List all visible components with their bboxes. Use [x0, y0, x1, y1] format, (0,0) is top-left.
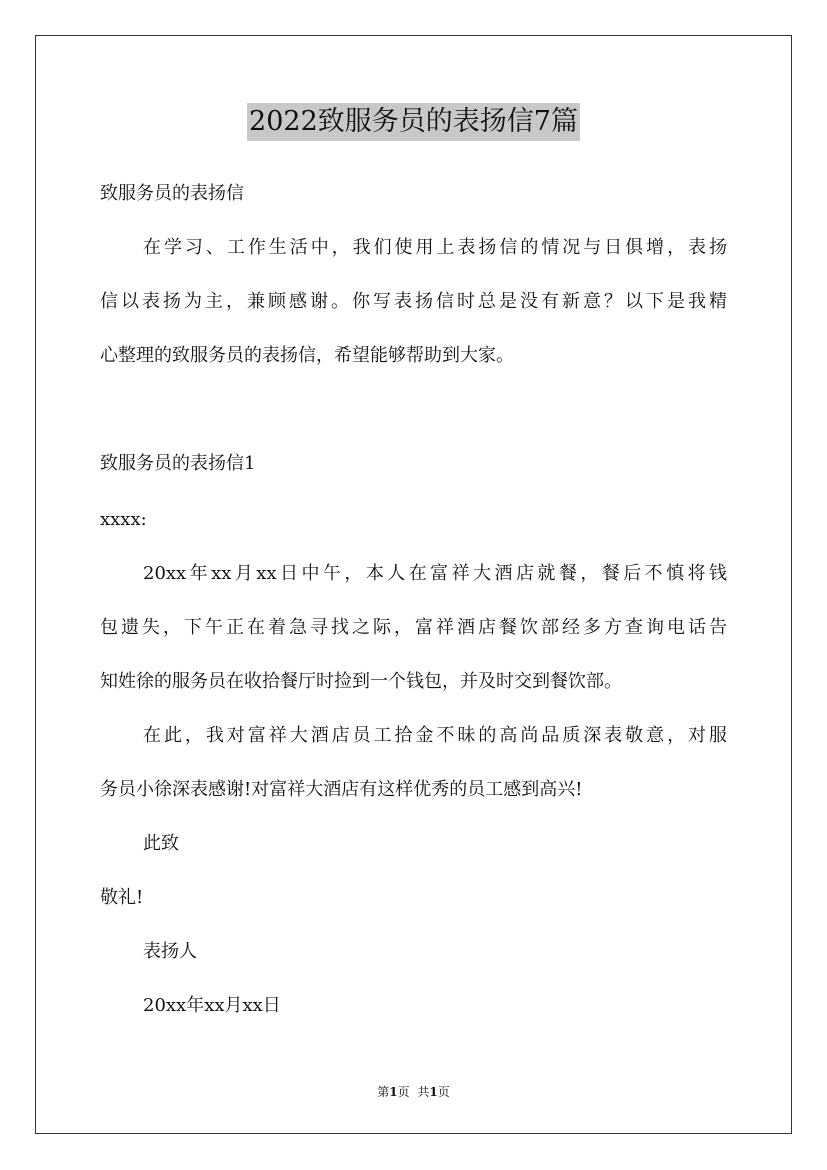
intro-line-2: 信以表扬为主，兼顾感谢。你写表扬信时总是没有新意？以下是我精: [100, 291, 727, 312]
letter-para2-line-2: 务员小徐深表感谢!对富祥大酒店有这样优秀的员工感到高兴!: [100, 779, 583, 800]
footer-total-prefix: 共: [417, 1085, 430, 1099]
intro-line-3: 心整理的致服务员的表扬信，希望能够帮助到大家。: [100, 345, 514, 366]
intro-line-1: 在学习、工作生活中，我们使用上表扬信的情况与日俱增，表扬: [143, 237, 727, 258]
letter-date: 20xx年xx月xx日: [143, 995, 281, 1016]
document-title-wrap: [0, 103, 827, 141]
letter-signature: 表扬人: [143, 941, 197, 962]
letter-closing-1: 此致: [143, 833, 179, 854]
letter-para2-line-1: 在此，我对富祥大酒店员工拾金不昧的高尚品质深表敬意，对服: [143, 725, 727, 746]
letter-closing-2: 敬礼!: [100, 887, 144, 908]
letter-para1-line-2: 包遗失，下午正在着急寻找之际，富祥酒店餐饮部经多方查询电话告: [100, 617, 727, 638]
footer-page-suffix: 页: [397, 1085, 410, 1099]
footer-total-number: 1: [429, 1085, 438, 1099]
letter-para1-line-3: 知姓徐的服务员在收拾餐厅时捡到一个钱包，并及时交到餐饮部。: [100, 671, 622, 692]
footer-page-number: 1: [389, 1085, 398, 1099]
footer-total-suffix: 页: [437, 1085, 450, 1099]
letter-salutation: xxxx:: [100, 509, 147, 530]
letter-heading: 致服务员的表扬信1: [100, 453, 256, 474]
section-heading: 致服务员的表扬信: [100, 183, 244, 204]
page-footer: [0, 1084, 827, 1100]
footer-page-prefix: 第: [377, 1085, 390, 1099]
letter-para1-line-1: 20xx年xx月xx日中午，本人在富祥大酒店就餐，餐后不慎将钱: [143, 563, 727, 584]
document-title: 2022致服务员的表扬信7篇: [247, 103, 580, 141]
